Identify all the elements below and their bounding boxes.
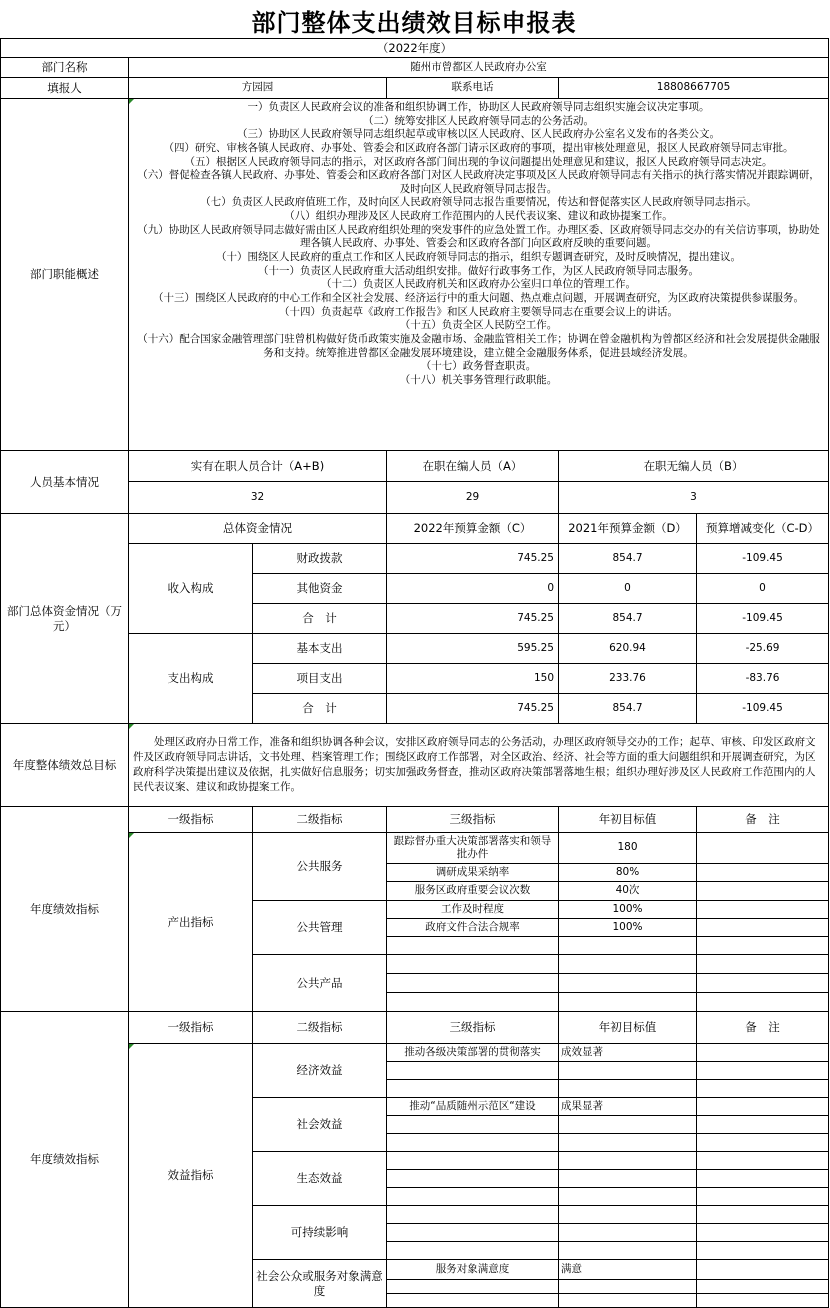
- income-row-d: 0: [559, 574, 697, 604]
- target-value: [559, 1242, 697, 1260]
- duty-item: （十六）配合国家金融管理部门驻曾机构做好货币政策实施及金融市场、金融监管相关工作；协调在曾金融机构为曾都区经济和社会发展提供金融服务和支持。统筹推进曾都区金融发展环境建设，建立健全金融服务体系，促进县域经济发展。: [137, 332, 820, 359]
- duty-item: （十四）负责起草《政府工作报告》和区人民政府主要领导同志在重要会议上的讲话。: [279, 305, 679, 318]
- goal-text: 处理区政府办日常工作，准备和组织协调各种会议，安排区政府领导同志的公务活动，办理区政府领导交办的工作；起草、审核、印发区政府文件及区政府领导同志讲话，文书处理、档案管理工作；围绕区政府工作部署，对全区政治、经济、社会等方面的重大问题组织和开展调查研究，为区政府科学决策提出建议及依据，扎实做好信息服务；切实加强政务督查，推动区政府决策部署落地生根；组织办理好涉及区人民政府工作范围内的人民代表议案、建议和政协提案工作。: [129, 724, 829, 807]
- target-value: [559, 1134, 697, 1152]
- target-value: [559, 1170, 697, 1188]
- expense-row-name: 基本支出: [253, 634, 387, 664]
- report-table: [0, 38, 829, 1308]
- level3-indicator: [387, 1188, 559, 1206]
- duty-item: 一）负责区人民政府会议的准备和组织协调工作，协助区人民政府领导同志组织实施会议决定事项。: [247, 101, 710, 113]
- remark-value: [697, 937, 829, 955]
- staff-unestablished-header: 在职无编人员（B）: [559, 451, 829, 482]
- level2-indicator: 可持续影响: [253, 1206, 387, 1260]
- target-value: [559, 1206, 697, 1224]
- header-level2: 二级指标: [253, 1012, 387, 1044]
- target-value: [559, 1152, 697, 1170]
- level3-indicator: 服务区政府重要会议次数: [387, 882, 559, 901]
- level3-indicator: [387, 1242, 559, 1260]
- header-level1: 一级指标: [129, 807, 253, 833]
- level2-indicator: 经济效益: [253, 1044, 387, 1098]
- expense-row-c: 595.25: [387, 634, 559, 664]
- level3-indicator: 政府文件合法合规率: [387, 919, 559, 937]
- duty-item: （九）协助区人民政府领导同志做好需由区人民政府组织处理的突发事件的应急处置工作。办理区委、区政府领导同志交办的有关信访事项，协助处理各镇人民政府、办事处、管委会和区政府各部门向区政府反映的重要问题。: [137, 223, 820, 250]
- income-row-d: 854.7: [559, 604, 697, 634]
- remark-value: [697, 974, 829, 993]
- phone-value: 18808667705: [559, 78, 829, 99]
- duty-item: （七）负责区人民政府值班工作，及时向区人民政府领导同志报告重要情况，传达和督促落实区人民政府领导同志指示。: [200, 196, 757, 209]
- remark-value: [697, 1062, 829, 1080]
- target-value: 100%: [559, 901, 697, 919]
- level3-indicator: [387, 993, 559, 1012]
- remark-value: [697, 1044, 829, 1062]
- expense-row-cd: -109.45: [697, 694, 829, 724]
- level3-indicator: [387, 955, 559, 974]
- duty-label: 部门职能概述: [1, 99, 129, 451]
- level3-indicator: 推动各级决策部署的贯彻落实: [387, 1044, 559, 1062]
- remark-value: [697, 1152, 829, 1170]
- target-value: 100%: [559, 919, 697, 937]
- level3-indicator: [387, 1134, 559, 1152]
- remark-value: [697, 1188, 829, 1206]
- funds-label: 部门总体资金情况（万元）: [1, 514, 129, 724]
- target-value: [559, 1294, 697, 1308]
- header-level3: 三级指标: [387, 807, 559, 833]
- remark-value: [697, 1294, 829, 1308]
- year-label: （2022年度）: [1, 39, 829, 58]
- level1-indicator: 产出指标: [129, 833, 253, 1012]
- level3-indicator: 调研成果采纳率: [387, 864, 559, 882]
- duty-item: （十）围绕区人民政府的重点工作和区人民政府领导同志的指示，组织专题调查研究，及时反映情况，提出建议。: [216, 251, 742, 264]
- income-row-cd: -109.45: [697, 604, 829, 634]
- duty-item: （十七）政务督查职责。: [420, 360, 537, 373]
- level3-indicator: [387, 1206, 559, 1224]
- target-value: 180: [559, 833, 697, 864]
- target-value: [559, 1280, 697, 1294]
- target-value: [559, 1224, 697, 1242]
- staff-label: 人员基本情况: [1, 451, 129, 514]
- remark-value: [697, 1098, 829, 1116]
- level3-indicator: 工作及时程度: [387, 901, 559, 919]
- target-value: 40次: [559, 882, 697, 901]
- level3-indicator: [387, 1294, 559, 1308]
- duty-item: （三）协助区人民政府领导同志组织起草或审核以区人民政府、区人民政府办公室名义发布的各类公文。: [237, 128, 721, 141]
- target-value: 80%: [559, 864, 697, 882]
- expense-row-c: 745.25: [387, 694, 559, 724]
- target-value: 成果显著: [559, 1098, 697, 1116]
- income-row-cd: 0: [697, 574, 829, 604]
- level3-indicator: [387, 1280, 559, 1294]
- target-value: 满意: [559, 1260, 697, 1280]
- income-row-d: 854.7: [559, 544, 697, 574]
- remark-value: [697, 833, 829, 864]
- staff-total-value: 32: [129, 482, 387, 514]
- funds-change-header: 预算增减变化（C-D）: [697, 514, 829, 544]
- level3-indicator: 推动“品质随州示范区“建设: [387, 1098, 559, 1116]
- level1-indicator: 效益指标: [129, 1044, 253, 1308]
- filler-label: 填报人: [1, 78, 129, 99]
- income-row-name: 合 计: [253, 604, 387, 634]
- remark-value: [697, 1134, 829, 1152]
- header-target: 年初目标值: [559, 807, 697, 833]
- staff-established-header: 在职在编人员（A）: [387, 451, 559, 482]
- header-remark: 备 注: [697, 807, 829, 833]
- level2-indicator: 公共产品: [253, 955, 387, 1012]
- duty-item: （二）统筹安排区人民政府领导同志的公务活动。: [363, 114, 595, 127]
- remark-value: [697, 919, 829, 937]
- duty-item: （十三）围绕区人民政府的中心工作和全区社会发展、经济运行中的重大问题、热点难点问题，开展调查研究，为区政府决策提供参谋服务。: [153, 291, 805, 304]
- target-value: [559, 974, 697, 993]
- income-row-c: 745.25: [387, 604, 559, 634]
- level3-indicator: [387, 937, 559, 955]
- remark-value: [697, 1280, 829, 1294]
- remark-value: [697, 1260, 829, 1280]
- level3-indicator: [387, 1116, 559, 1134]
- perf-indicator-label: 年度绩效指标: [1, 807, 129, 1012]
- dept-name-label: 部门名称: [1, 58, 129, 78]
- income-row-name: 其他资金: [253, 574, 387, 604]
- target-value: [559, 993, 697, 1012]
- header-level3: 三级指标: [387, 1012, 559, 1044]
- income-row-cd: -109.45: [697, 544, 829, 574]
- expense-row-name: 项目支出: [253, 664, 387, 694]
- level3-indicator: 服务对象满意度: [387, 1260, 559, 1280]
- remark-value: [697, 993, 829, 1012]
- goal-label: 年度整体绩效总目标: [1, 724, 129, 807]
- target-value: [559, 1188, 697, 1206]
- remark-value: [697, 1224, 829, 1242]
- remark-value: [697, 1116, 829, 1134]
- target-value: [559, 937, 697, 955]
- staff-established-value: 29: [387, 482, 559, 514]
- duty-item: （六）督促检查各镇人民政府、办事处、管委会和区政府各部门对区人民政府决定事项及区人民政府领导同志有关指示的执行落实情况并跟踪调研，及时向区人民政府领导同志报告。: [137, 169, 820, 195]
- level3-indicator: [387, 1170, 559, 1188]
- funds-overall-header: 总体资金情况: [129, 514, 387, 544]
- level3-indicator: [387, 1062, 559, 1080]
- target-value: [559, 1062, 697, 1080]
- page-title: 部门整体支出绩效目标申报表: [251, 8, 577, 37]
- duty-item: （十八）机关事务管理行政职能。: [399, 373, 558, 386]
- remark-value: [697, 864, 829, 882]
- remark-value: [697, 882, 829, 901]
- header-level1: 一级指标: [129, 1012, 253, 1044]
- staff-unestablished-value: 3: [559, 482, 829, 514]
- expense-row-name: 合 计: [253, 694, 387, 724]
- level3-indicator: [387, 974, 559, 993]
- income-label: 收入构成: [129, 544, 253, 634]
- level2-indicator: 社会公众或服务对象满意度: [253, 1260, 387, 1308]
- perf-indicator-label: 年度绩效指标: [1, 1012, 129, 1308]
- income-row-name: 财政拨款: [253, 544, 387, 574]
- duty-list: [129, 99, 829, 451]
- remark-value: [697, 1242, 829, 1260]
- header-level2: 二级指标: [253, 807, 387, 833]
- level2-indicator: 公共管理: [253, 901, 387, 955]
- duty-item: （五）根据区人民政府领导同志的指示，对区政府各部门间出现的争议问题提出处理意见和建议，报区人民政府领导同志决定。: [184, 155, 773, 168]
- target-value: [559, 1080, 697, 1098]
- level3-indicator: [387, 1152, 559, 1170]
- expense-row-d: 233.76: [559, 664, 697, 694]
- staff-total-header: 实有在职人员合计（A+B): [129, 451, 387, 482]
- duty-item: （八）组织办理涉及区人民政府工作范围内的人民代表议案、建议和政协提案工作。: [284, 210, 673, 223]
- dept-name-value: 随州市曾都区人民政府办公室: [129, 58, 829, 78]
- income-row-c: 745.25: [387, 544, 559, 574]
- level2-indicator: 生态效益: [253, 1152, 387, 1206]
- expense-row-cd: -83.76: [697, 664, 829, 694]
- duty-item: （十一）负责区人民政府重大活动组织安排。做好行政事务工作，为区人民政府领导同志服务。: [258, 264, 700, 277]
- level2-indicator: 社会效益: [253, 1098, 387, 1152]
- remark-value: [697, 1080, 829, 1098]
- remark-value: [697, 901, 829, 919]
- duty-item: （四）研究、审核各镇人民政府、办事处、管委会和区政府各部门请示区政府的事项，提出审核处理意见，报区人民政府领导同志审批。: [163, 141, 794, 154]
- income-row-c: 0: [387, 574, 559, 604]
- remark-value: [697, 955, 829, 974]
- level2-indicator: 公共服务: [253, 833, 387, 901]
- funds-2022-header: 2022年预算金额（C）: [387, 514, 559, 544]
- remark-value: [697, 1206, 829, 1224]
- expense-row-d: 854.7: [559, 694, 697, 724]
- duty-item: （十二）负责区人民政府机关和区政府办公室归口单位的管理工作。: [321, 278, 637, 291]
- output-indicator-section: [1, 807, 829, 1012]
- level3-indicator: 跟踪督办重大决策部署落实和领导批办件: [387, 833, 559, 864]
- phone-label: 联系电话: [387, 78, 559, 99]
- expense-row-d: 620.94: [559, 634, 697, 664]
- remark-value: [697, 1170, 829, 1188]
- effect-indicator-section: [1, 1012, 829, 1308]
- expense-label: 支出构成: [129, 634, 253, 724]
- expense-row-cd: -25.69: [697, 634, 829, 664]
- header-target: 年初目标值: [559, 1012, 697, 1044]
- filler-value: 方园园: [129, 78, 387, 99]
- duty-item: （十五）负责全区人民防空工作。: [399, 319, 558, 332]
- level3-indicator: [387, 1080, 559, 1098]
- target-value: [559, 955, 697, 974]
- funds-2021-header: 2021年预算金额（D）: [559, 514, 697, 544]
- level3-indicator: [387, 1224, 559, 1242]
- header-remark: 备 注: [697, 1012, 829, 1044]
- target-value: [559, 1116, 697, 1134]
- expense-row-c: 150: [387, 664, 559, 694]
- target-value: 成效显著: [559, 1044, 697, 1062]
